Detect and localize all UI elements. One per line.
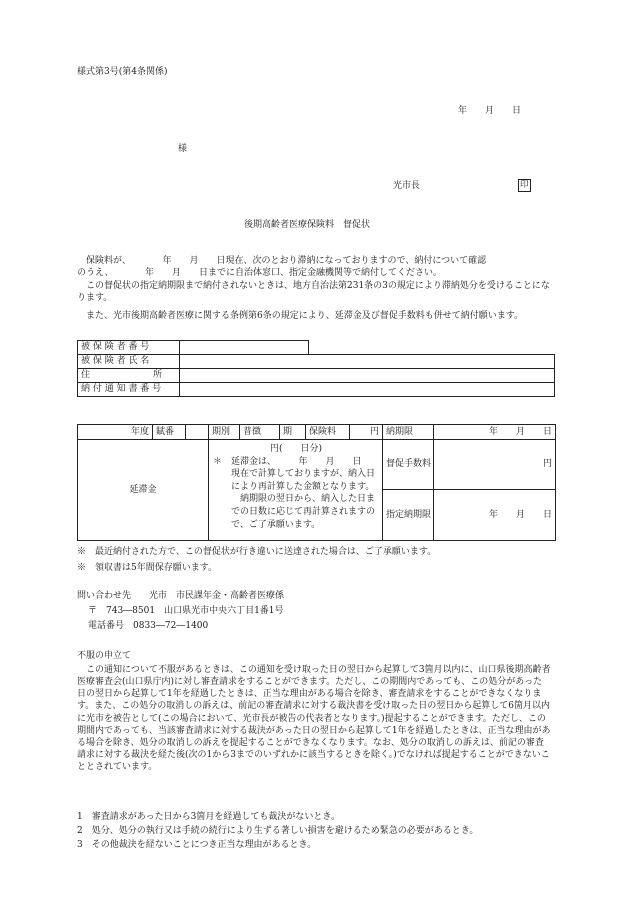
insured-name-value: [180, 355, 555, 369]
objection-heading: 不服の申立て: [77, 651, 132, 661]
body-paragraph-2: この督促状の指定納期限まで納付されないときは、地方自治法第231条の3の規定により滞納処分を受けることになります。: [77, 281, 550, 304]
late-fee-note-line: により再計算した金額となります。: [231, 481, 375, 492]
insured-number-value: [180, 341, 309, 355]
note-1: ※ 最近納付された方で、この督促状が行き違いに送達された場合は、ご了承願います。: [77, 547, 437, 557]
col-due-date: 年 月 日: [434, 425, 556, 440]
address-value: [180, 369, 555, 383]
fee-label: 督促手数料: [383, 440, 434, 490]
body-p1-line1: 保険料が、 年 月 日現在、次のとおり滞納になっておりますので、納付について確認: [86, 256, 487, 266]
col-premium: 保険料: [306, 425, 350, 440]
insured-info-table: [77, 340, 555, 397]
late-fee-star: ＊: [213, 456, 223, 467]
late-fee-note-line: 現在で計算しておりますが、納入日: [231, 469, 376, 480]
late-fee-label: 延滞金: [78, 440, 209, 541]
col-futyo: 普徴: [240, 425, 280, 440]
late-fee-amount: 円( 日分): [269, 444, 323, 454]
col-ki: 期: [280, 425, 306, 440]
late-fee-note-line: 納期限の翌日から、納入した日ま: [231, 494, 376, 505]
note-2: ※ 領収書は5年間保存願います。: [77, 563, 218, 573]
designated-due-label: 指定納期限: [383, 490, 434, 541]
late-fee-note-line: での日数に応じて再計算されますの: [231, 506, 376, 517]
body-paragraph-3: また、光市後期高齢者医療に関する条例第6条の規定により、延滞金及び督促手数料も併せて納付願います。: [86, 311, 524, 321]
objection-text: この通知について不服があるときは、この通知を受け取った日の翌日から起算して3箇月以内に、山口県後期高齢者医療審査会(山口県庁内)に対し審査請求をすることができます。ただし、この期間内であっても、この処分があった日の翌日から起算して1年を経過したときは、正当な理由がある場合を除き、審査請求をすることができなくなります。また、この処分の取消しの訴えは、前記の審査請求に対する裁決書を受け取った日の翌日から起算して6箇月以内に光市を被告として(この場合において、光市長が被告の代表者となります。)提起することができます。ただし、この期間内であっても、当該審査請求に対する裁決があった日の翌日から起算して1年を経過したときは、正当な理由がある場合を除き、処分の取消しの訴えを提起することができなくなります。なお、処分の取消しの訴えは、前記の審査請求に対する裁決を経た後(次の1から3までのいずれかに該当するときを除く。)でなければ提起することができないこととされています。: [77, 665, 551, 773]
form-number: 様式第3号(第4条関係): [77, 67, 168, 77]
late-fee-note-line: で、ご了承願います。: [231, 519, 321, 530]
body-paragraph-1: [77, 255, 551, 279]
col-period: 期別: [209, 425, 240, 440]
objection-item-3: 3 その他裁決を経ないことにつき正当な理由があるとき。: [77, 840, 317, 850]
issuer-name: 光市長: [393, 181, 421, 191]
addressee-suffix: 様: [178, 144, 188, 154]
notice-number-label: 納 付 通 知 書 番 号: [78, 383, 180, 397]
contact-phone: 電話番号 0833―72―1400: [88, 621, 209, 631]
contact-address: 〒 743―8501 山口県光市中央六丁目1番1号: [88, 606, 284, 616]
col-blank: [186, 425, 209, 440]
col-due-label: 納期限: [383, 425, 434, 440]
payment-table: [77, 424, 556, 541]
body-p1-line2: のうえ、 年 月 日までに自治体窓口、指定金融機関等で納付してください。: [77, 268, 443, 279]
insured-number-label: 被 保 険 者 番 号: [78, 341, 180, 355]
late-fee-cell: [209, 440, 383, 541]
contact-label: 問い合わせ先 光市 市民課年金・高齢者医療係: [77, 591, 285, 601]
objection-item-2: 2 処分、処分の執行又は手続の続行により生ずる著しい損害を避けるため緊急の必要があるとき。: [77, 826, 479, 836]
col-year: 年度: [78, 425, 153, 440]
objection-item-1: 1 審査請求があった日から3箇月を経過しても裁決がないとき。: [77, 812, 341, 822]
insured-name-label: 被 保 険 者 氏 名: [78, 355, 180, 369]
issue-date: 年 月 日: [458, 106, 522, 116]
address-label: 住 所: [78, 369, 180, 383]
late-fee-note-line: 延滞金は、 年 月 日: [231, 456, 362, 467]
col-yen: 円: [350, 425, 383, 440]
col-fuban: 賦番: [153, 425, 186, 440]
seal-mark: [518, 179, 531, 192]
late-fee-note: [231, 456, 379, 532]
notice-number-value: [180, 383, 555, 397]
seal-text: 印: [520, 180, 529, 190]
designated-due-date: 年 月 日: [434, 490, 556, 541]
fee-unit: 円: [434, 440, 556, 490]
document-title: 後期高齢者医療保険料 督促状: [244, 220, 371, 230]
